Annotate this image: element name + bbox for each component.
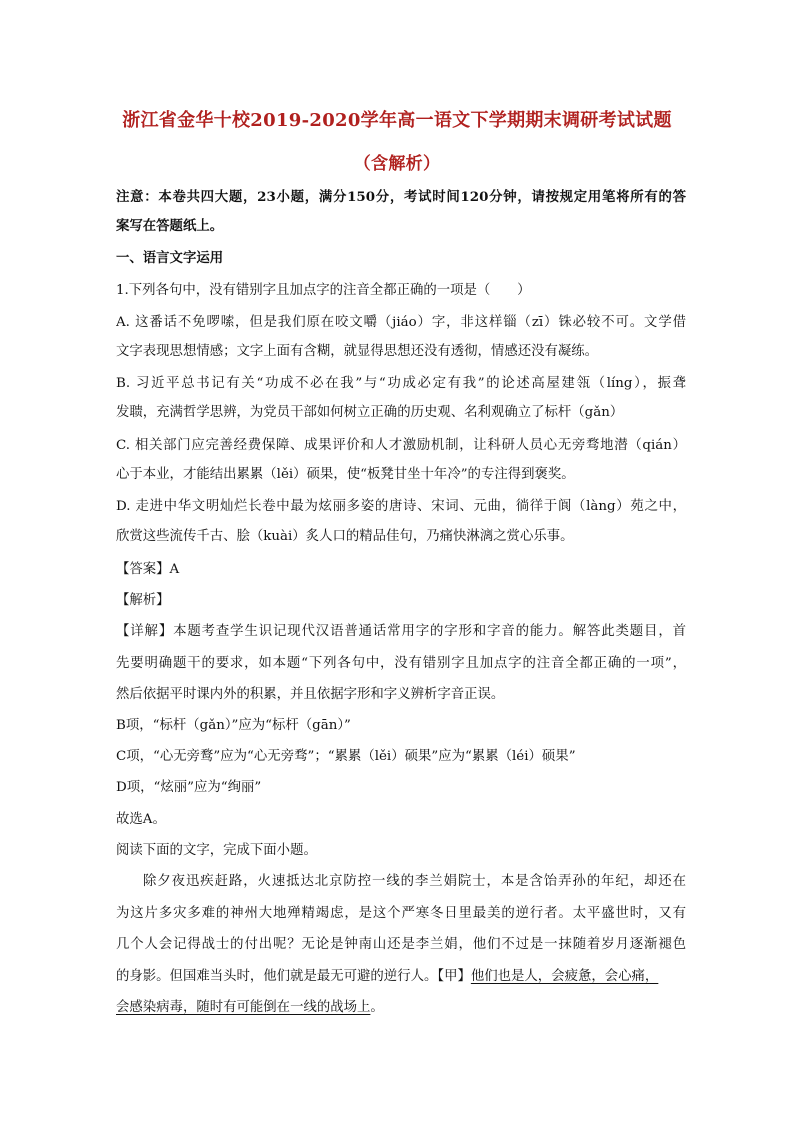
answer-label: 【答案】A xyxy=(116,562,180,577)
analysis-line-1: 【详解】本题考查学生识记现代汉语普通话常用字的字形和字音的能力。解答此类题目，首 xyxy=(116,624,686,639)
passage-underlined-sentence-a: 他们也是人，会疲惫，会心痛， xyxy=(470,969,659,984)
passage-line-4 xyxy=(116,968,686,986)
analysis-item-b: B项，“标杆（gǎn）”应为“标杆（gān）” xyxy=(116,718,351,733)
passage-line-1: 除夕夜迅疾赶路，火速抵达北京防控一线的李兰娟院士，本是含饴弄孙的年纪，却还在 xyxy=(143,874,686,889)
passage-underlined-sentence-b: 会感染病毒，随时有可能倒在一线的战场上 xyxy=(116,1000,371,1015)
passage-line-4-text: 的身影。但国难当头时，他们就是最无可避的逆行人。【甲】 xyxy=(116,969,471,984)
option-b-line-2: 发聩，充满哲学思辨，为党员干部如何树立正确的历史观、名利观确立了标杆（gǎn） xyxy=(116,405,624,420)
option-c-line-2: 心于本业，才能结出累累（lěi）硕果，使“板凳甘坐十年冷”的专注得到褒奖。 xyxy=(116,467,575,482)
analysis-line-2: 先要明确题干的要求，如本题“下列各句中，没有错别字且加点字的注音全都正确的一项”， xyxy=(116,656,686,671)
analysis-item-c: C项，“心无旁鹜”应为“心无旁骛”；“累累（lěi）硕果”应为“累累（léi）硕果” xyxy=(116,749,576,764)
document-subtitle: （含解析） xyxy=(353,154,441,174)
notice-line-2: 案写在答题纸上。 xyxy=(116,218,224,234)
passage-line-3: 几个人会记得战士的付出呢？无论是钟南山还是李兰娟，他们不过是一抹随着岁月逐渐褪色 xyxy=(116,937,686,952)
analysis-heading: 【解析】 xyxy=(116,593,170,608)
passage-line-5-tail: 。 xyxy=(370,1000,384,1015)
analysis-item-d: D项，“炫丽”应为“绚丽” xyxy=(116,780,262,795)
section-heading: 一、语言文字运用 xyxy=(116,250,224,266)
option-d-line-1: D. 走进中华文明灿烂长卷中最为炫丽多姿的唐诗、宋词、元曲，徜徉于阆（làng）苑之中， xyxy=(116,499,686,514)
passage-line-5 xyxy=(116,999,686,1017)
analysis-line-3: 然后依据平时课内外的积累，并且依据字形和字义辨析字音正误。 xyxy=(116,687,505,702)
option-b-line-1: B. 习近平总书记有关“功成不必在我”与“功成必定有我”的论述高屋建瓴（líng），振聋 xyxy=(116,376,686,391)
option-a-line-2: 文字表现思想情感；文字上面有含糊，就显得思想还没有透彻，情感还没有凝练。 xyxy=(116,344,599,359)
question-stem: 1.下列各句中，没有错别字且加点字的注音全都正确的一项是（ ） xyxy=(116,283,531,298)
reading-intro: 阅读下面的文字，完成下面小题。 xyxy=(116,843,317,858)
passage-line-2: 为这片多灾多难的神州大地殚精竭虑，是这个严寒冬日里最美的逆行者。太平盛世时，又有 xyxy=(116,906,686,921)
analysis-conclusion: 故选A。 xyxy=(116,812,166,827)
option-d-line-2: 欣赏这些流传千古、脍（kuài）炙人口的精品佳句，乃痛快淋漓之赏心乐事。 xyxy=(116,529,574,544)
option-c-line-1: C. 相关部门应完善经费保障、成果评价和人才激励机制，让科研人员心无旁骛地潜（qián） xyxy=(116,438,686,453)
document-title: 浙江省金华十校2019-2020学年高一语文下学期期末调研考试试题 xyxy=(122,110,672,131)
notice-line-1: 注意：本卷共四大题，23小题，满分150分，考试时间120分钟，请按规定用笔将所有的答 xyxy=(116,189,686,205)
option-a-line-1: A. 这番话不免啰嗦，但是我们原在咬文嚼（jiáo）字，非这样锱（zī）铢必较不可。文学借 xyxy=(116,315,686,330)
